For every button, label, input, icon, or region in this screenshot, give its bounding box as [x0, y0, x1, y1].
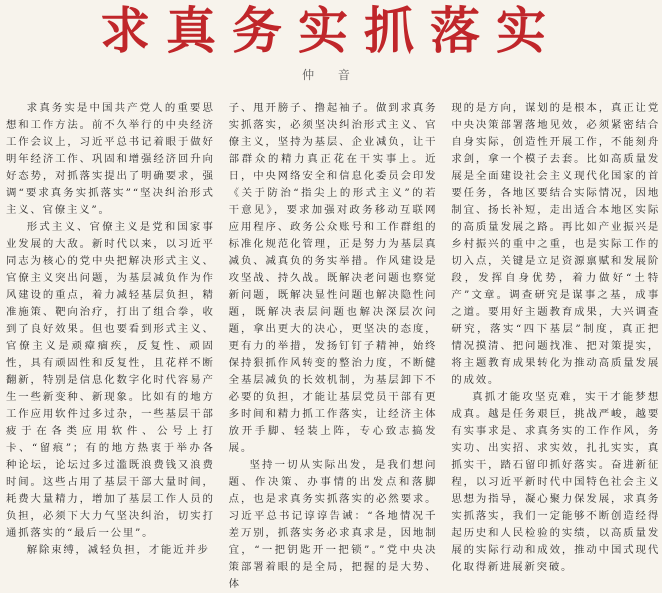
- headline: 求真务实抓落实: [100, 2, 562, 60]
- paragraph: 真抓才能攻坚克难，实干才能梦想成真。越是任务艰巨，挑战严峻，越要有实事求是、求真务实的工作作风，务实功、出实招、求实效，扎扎实实，真抓实干，踏石留印抓好落实。奋进新征程，以习近平新时代中国特色社会主义思想为指导，凝心聚力保发展，求真务实抓落实，我们一定能够不断创造经得起历史和人民检验的实绩，以高质量发展的实际行动和成效，推动中国式现代化取得新进展新突破。: [451, 391, 661, 573]
- column-2: [228, 100, 438, 590]
- paragraph: 求真务实是中国共产党人的重要思想和工作方法。前不久举行的中央经济工作会议上，习近平总书记着眼于做好明年经济工作、巩固和增强经济回升向好态势，对抓落实提出了明确要求，强调“要求真务实抓落实”“坚决纠治形式主义、官僚主义”。: [6, 102, 215, 216]
- article-body: [6, 100, 661, 590]
- paragraph: 形式主义、官僚主义是党和国家事业发展的大敌。新时代以来，以习近平同志为核心的党中央把解决形式主义、官僚主义突出问题，为基层减负作为作风建设的重点，着力减轻基层负担，精准施策、靶向治疗，打出了组合拳，收到了良好效果。但也要看到形式主义、官僚主义是顽瘴痼疾，反复性、顽固性，具有顽固性和反复性，且花样不断翻新，特别是信息化数字化时代容易产生一些新变种、新现象。比如有的地方工作应用软件过多过杂，一些基层干部疲于在各类应用软件、公号上打卡、“留痕”；有的地方热衷于举办各种论坛，论坛过多过滥既浪费钱又浪费时间。这些占用了基层干部大量时间，耗费大量精力，增加了基层工作人员的负担，必须下大力气坚决纠治，切实打通抓落实的“最后一公里”。: [6, 221, 215, 539]
- column-3: [451, 100, 661, 573]
- paragraph: 现的是方向，谋划的是根本，真正让党中央决策部署落地见效，必须紧密结合自身实际，创造性开展工作，不能刻舟求剑，拿一个模子去套。比如高质量发展是全面建设社会主义现代化国家的首要任务，各地区要结合实际情况，因地制宜、扬长补短，走出适合本地区实际的高质量发展之路。再比如产业振兴是乡村振兴的重中之重，也是实际工作的切入点，关键是立足资源禀赋和发展阶段，发挥自身优势，着力做好“土特产”文章。调查研究是谋事之基，成事之道。要用好主题教育成果，大兴调查研究，落实“四下基层”制度，真正把情况摸清、把问题找准、把对策提实，将主题教育成果转化为推动高质量发展的成效。: [451, 102, 661, 386]
- paragraph: 子、甩开膀子、撸起袖子。做到求真务实抓落实，必须坚决纠治形式主义、官僚主义，坚持为基层、企业减负，让干部群众的精力真正花在干实事上。近日，中央网络安全和信息化委员会印发《关于防治“指尖上的形式主义”的若干意见》，要求加强对政务移动互联网应用程序、政务公众账号和工作群组的标准化规范化管理，正是努力为基层真减负、减真负的务实举措。作风建设是攻坚战、持久战。既解决老问题也察觉新问题，既解决显性问题也解决隐性问题，既解决表层问题也解决深层次问题，拿出更大的决心，更坚决的态度，更有力的举措，发扬钉钉子精神，始终保持狠抓作风转变的整治力度，不断健全基层减负的长效机制，为基层卸下不必要的负担，才能让基层党员干部有更多时间和精力抓工作落实，让经济主体放开手脚、轻装上阵，专心致志搞发展。: [228, 102, 438, 454]
- author-byline: 仲 音: [302, 68, 360, 82]
- paragraph: 解除束缚，减轻负担，才能近并步: [26, 544, 210, 556]
- column-1: [6, 100, 215, 556]
- paragraph: 坚持一切从实际出发，是我们想问题、作决策、办事情的出发点和落脚点，也是求真务实抓落实的必然要求。习近平总书记谆谆告诫：“各地情况千差万别，抓落实务必求真求是，因地制宜，“一把钥匙开一把锁”。”党中央决策部署着眼的是全局，把握的是大势、体: [228, 459, 438, 590]
